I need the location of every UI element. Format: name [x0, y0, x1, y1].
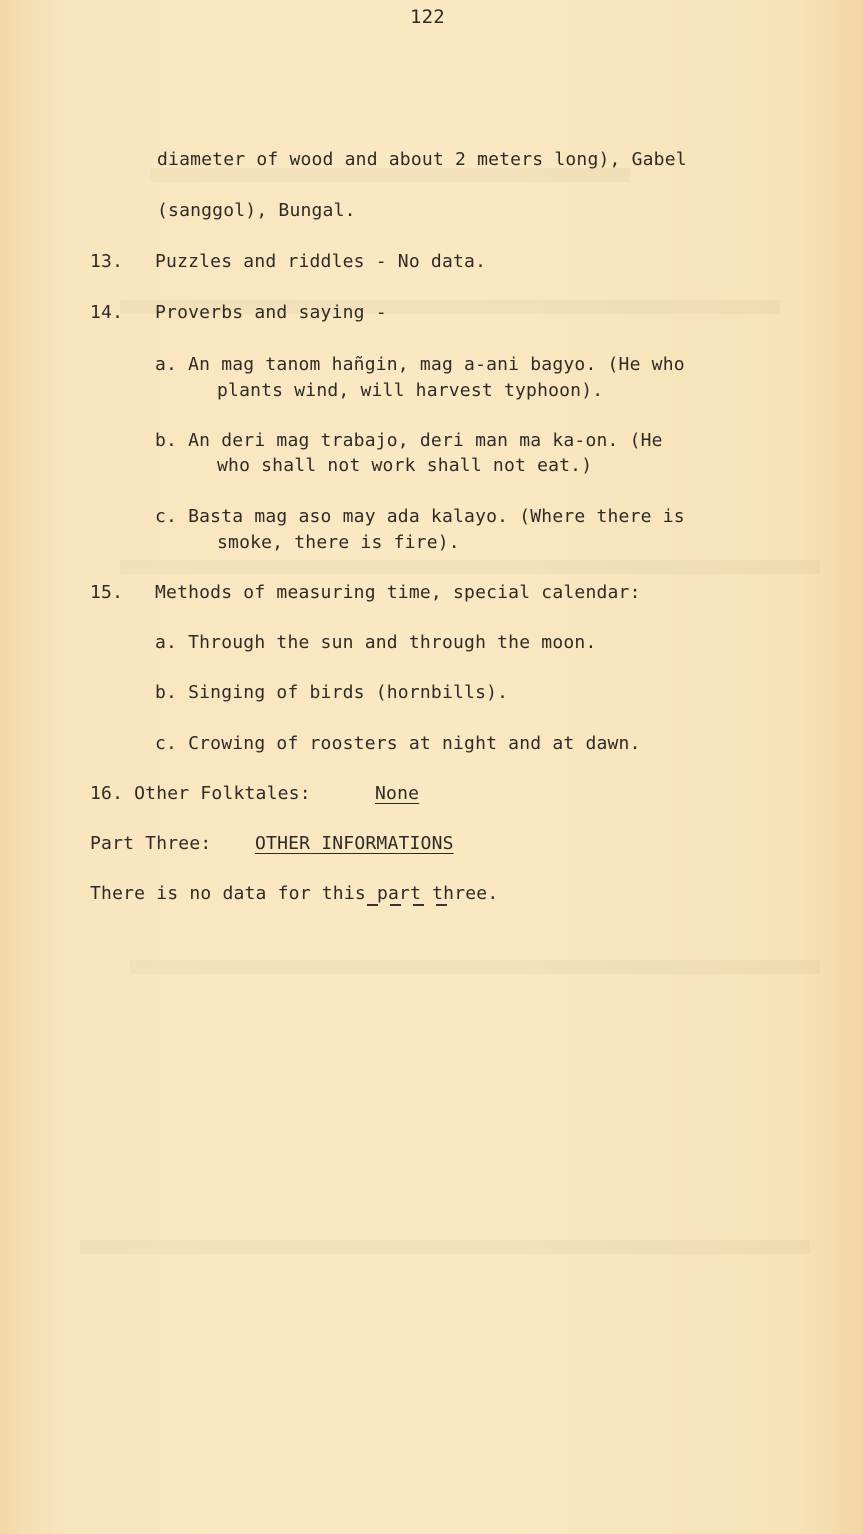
- item-15-number: 15.: [90, 582, 124, 603]
- end-dash: [390, 904, 401, 906]
- item-13-text: Puzzles and riddles - No data.: [155, 251, 487, 272]
- proverb-c-line-2: smoke, there is fire).: [217, 532, 460, 553]
- bleed-through-line: [80, 1240, 810, 1254]
- method-b: b. Singing of birds (hornbills).: [155, 682, 509, 703]
- bleed-through-line: [130, 960, 820, 974]
- continuation-line-1: diameter of wood and about 2 meters long), Gabel: [157, 149, 687, 170]
- item-14-number: 14.: [90, 302, 124, 323]
- proverb-b-line-1: b. An deri mag trabajo, deri man ma ka-on. (He: [155, 430, 663, 451]
- proverb-c-line-1: c. Basta mag aso may ada kalayo. (Where there is: [155, 506, 685, 527]
- proverb-a-line-2: plants wind, will harvest typhoon).: [217, 380, 604, 401]
- item-16-value: None: [375, 783, 420, 804]
- method-c: c. Crowing of roosters at night and at dawn.: [155, 733, 641, 754]
- part-three-label: Part Three:: [90, 833, 212, 854]
- proverb-a-line-1: a. An mag tanom hañgin, mag a-ani bagyo. (He who: [155, 354, 685, 375]
- end-dash: [367, 904, 378, 906]
- page-number: 122: [410, 6, 445, 28]
- bleed-through-line: [120, 560, 820, 574]
- method-a: a. Through the sun and through the moon.: [155, 632, 597, 653]
- part-three-note: There is no data for this part three.: [90, 883, 499, 904]
- continuation-line-2: (sanggol), Bungal.: [157, 200, 356, 221]
- end-dash: [436, 904, 447, 906]
- item-13-number: 13.: [90, 251, 124, 272]
- proverb-b-line-2: who shall not work shall not eat.): [217, 455, 593, 476]
- part-three-title: OTHER INFORMATIONS: [255, 833, 454, 854]
- item-15-text: Methods of measuring time, special calendar:: [155, 582, 641, 603]
- end-dash: [413, 904, 424, 906]
- item-14-text: Proverbs and saying -: [155, 302, 387, 323]
- item-16-label: 16. Other Folktales:: [90, 783, 311, 804]
